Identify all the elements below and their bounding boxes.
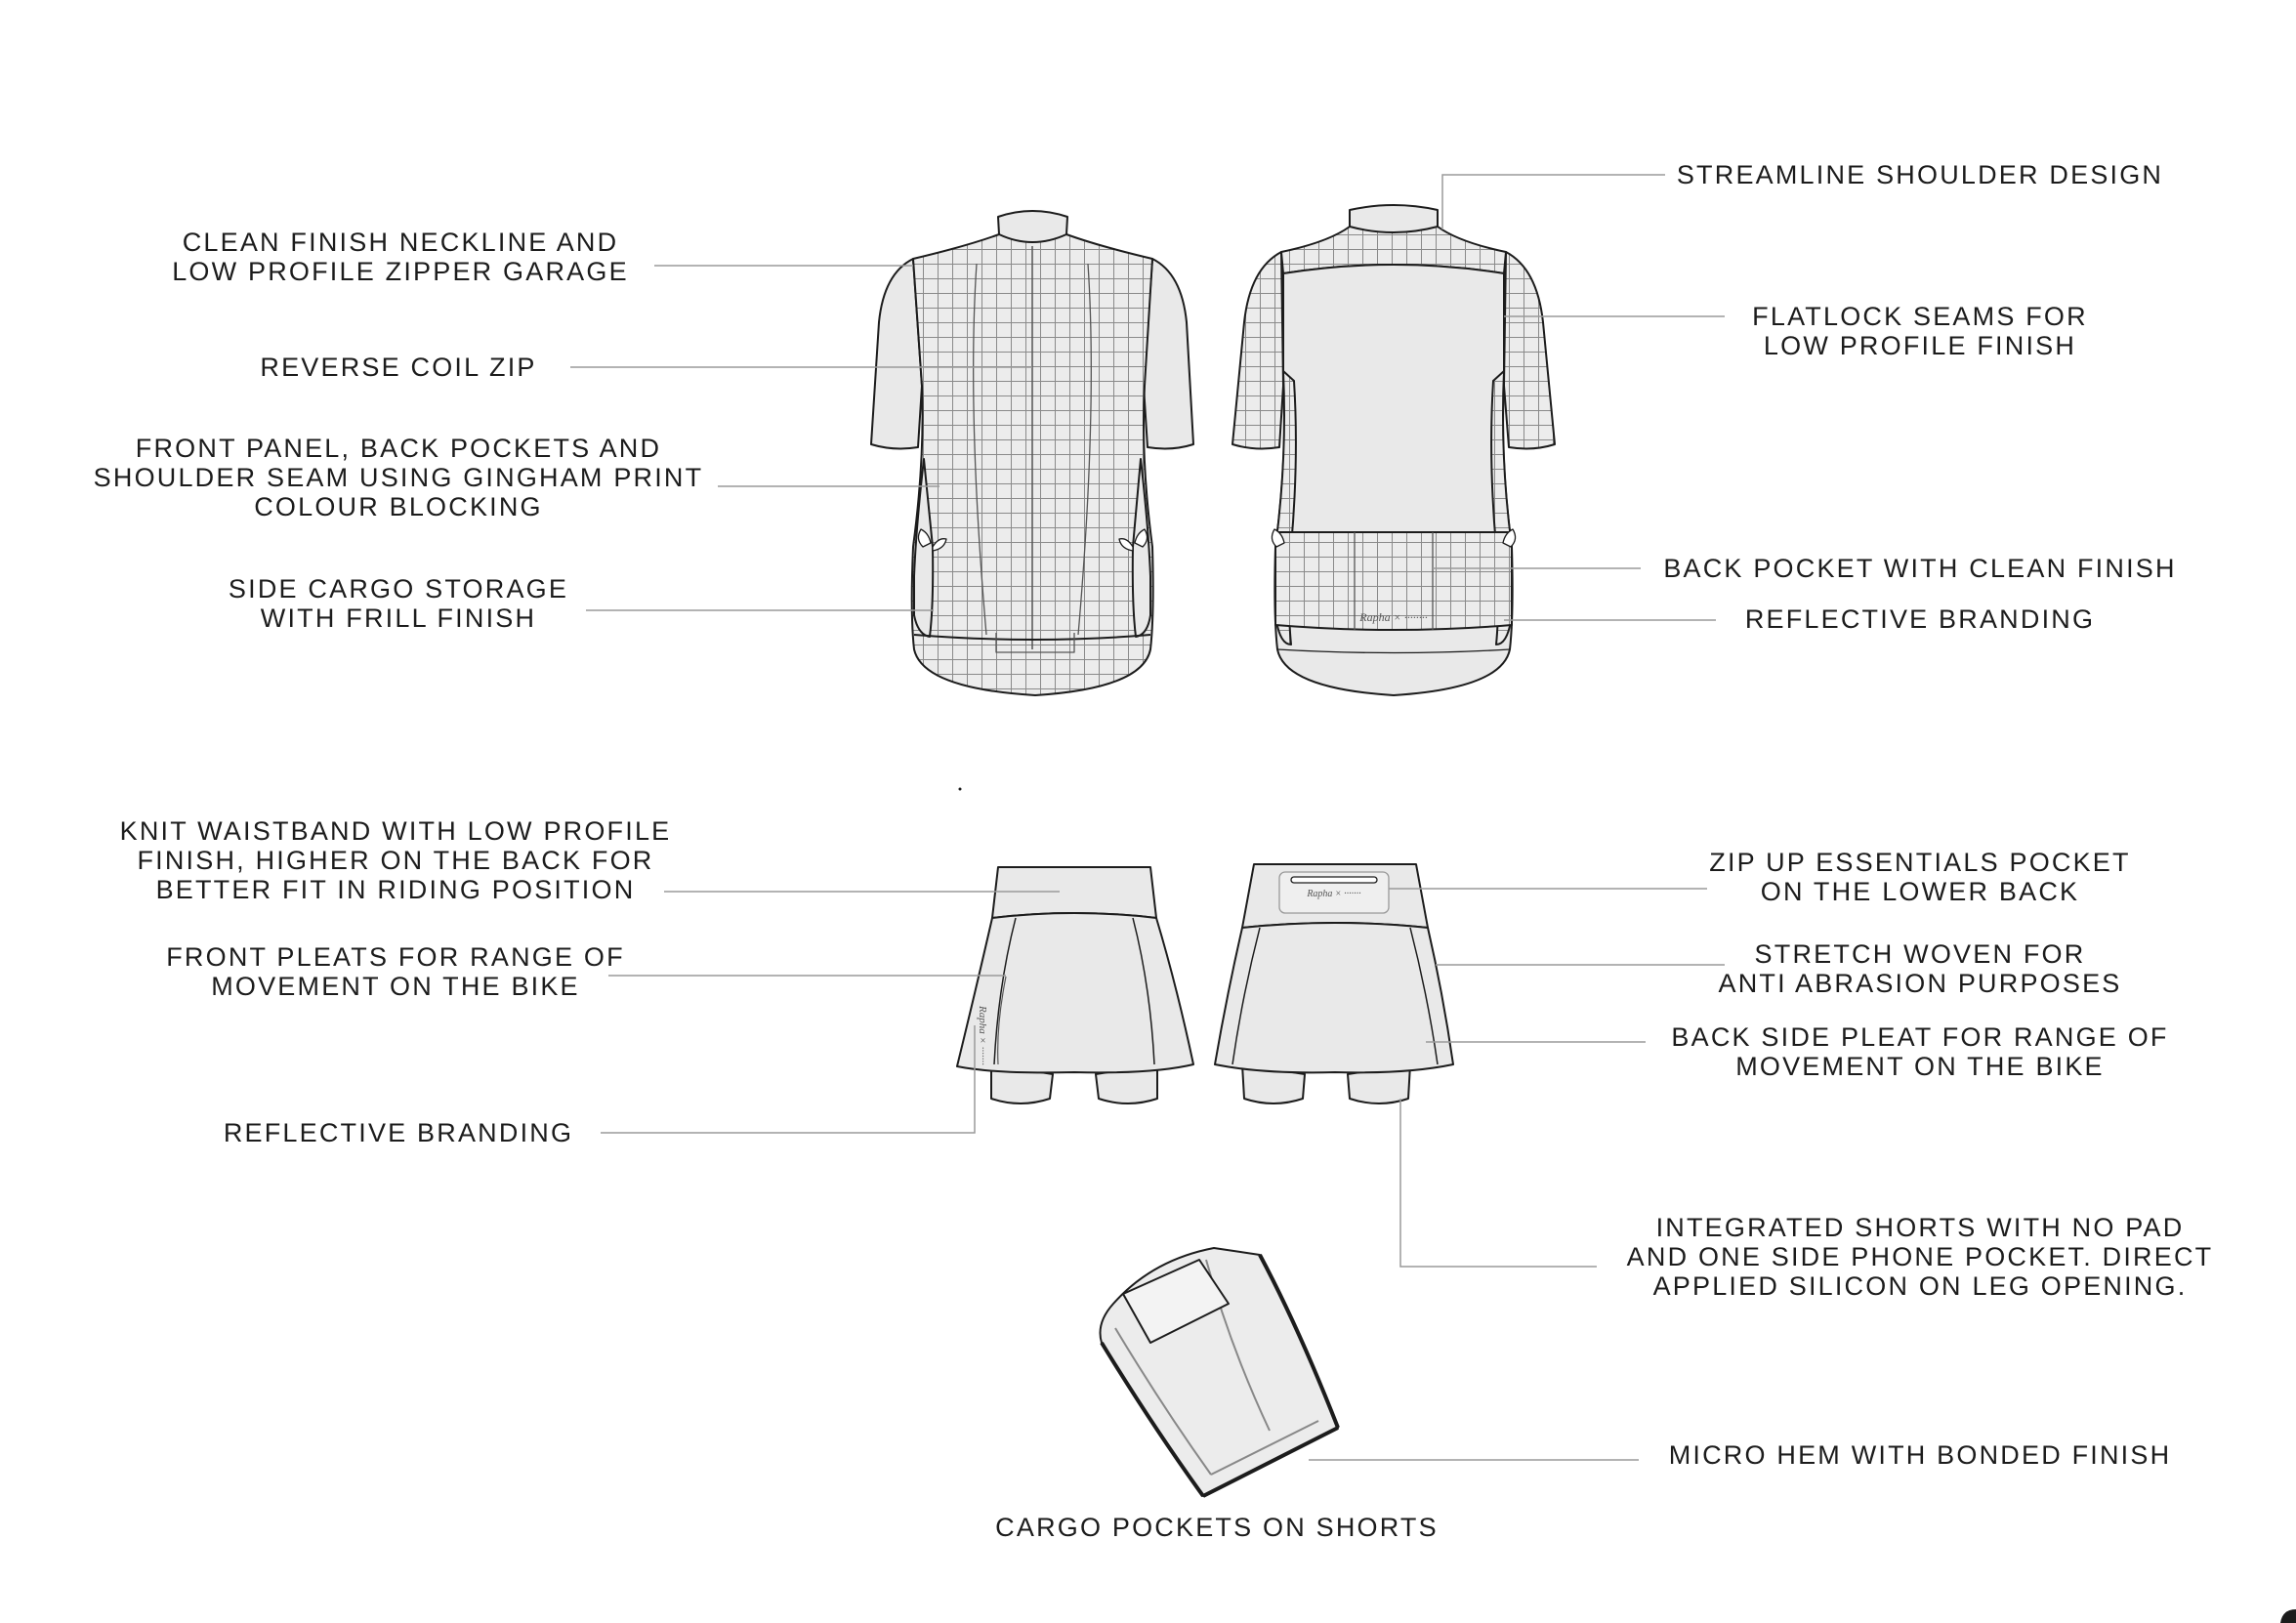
- label-stretch-woven: STRETCH WOVEN FOR ANTI ABRASION PURPOSES: [1718, 939, 2122, 998]
- label-back-pocket: BACK POCKET WITH CLEAN FINISH: [1663, 554, 2177, 583]
- label-cargo-pockets-on-shorts: CARGO POCKETS ON SHORTS: [995, 1513, 1439, 1542]
- svg-text:Rapha × ·······: Rapha × ·······: [1307, 889, 1361, 899]
- label-reflective-branding-jersey: REFLECTIVE BRANDING: [1744, 604, 2096, 634]
- label-gingham-colour-blocking: FRONT PANEL, BACK POCKETS AND SHOULDER SEAM USING GINGHAM PRINT COLOUR BLOCKING: [93, 434, 704, 521]
- skort-front-illustration: [957, 867, 1193, 1103]
- skort-back-illustration: [1215, 864, 1453, 1103]
- reflective-branding-mark: Rapha × ········: [1359, 610, 1428, 624]
- corner-mark: [2280, 1609, 2296, 1623]
- label-integrated-shorts: INTEGRATED SHORTS WITH NO PAD AND ONE SIDE PHONE POCKET. DIRECT APPLIED SILICON ON LEG OPENING.: [1626, 1213, 2214, 1301]
- label-reflective-branding-skort: REFLECTIVE BRANDING: [223, 1118, 574, 1147]
- label-micro-hem: MICRO HEM WITH BONDED FINISH: [1668, 1440, 2172, 1470]
- label-reverse-coil-zip: REVERSE COIL ZIP: [260, 353, 537, 382]
- stray-dot: [959, 788, 962, 791]
- label-neckline: CLEAN FINISH NECKLINE AND LOW PROFILE ZIPPER GARAGE: [172, 228, 629, 286]
- skort-branding-mark: Rapha × ·······: [977, 1006, 988, 1065]
- shorts-leg-illustration: [1101, 1248, 1339, 1496]
- label-front-pleats: FRONT PLEATS FOR RANGE OF MOVEMENT ON THE BIKE: [166, 942, 625, 1001]
- label-zip-essentials-pocket: ZIP UP ESSENTIALS POCKET ON THE LOWER BACK: [1709, 848, 2131, 906]
- jersey-front-illustration: [871, 211, 1193, 695]
- jersey-back-illustration: [1232, 205, 1555, 695]
- label-side-cargo-storage: SIDE CARGO STORAGE WITH FRILL FINISH: [228, 574, 569, 633]
- label-back-side-pleat: BACK SIDE PLEAT FOR RANGE OF MOVEMENT ON THE BIKE: [1671, 1022, 2169, 1081]
- label-knit-waistband: KNIT WAISTBAND WITH LOW PROFILE FINISH, HIGHER ON THE BACK FOR BETTER FIT IN RIDING POSITION: [119, 816, 672, 904]
- label-flatlock-seams: FLATLOCK SEAMS FOR LOW PROFILE FINISH: [1752, 302, 2088, 360]
- label-streamline-shoulder: STREAMLINE SHOULDER DESIGN: [1676, 160, 2164, 189]
